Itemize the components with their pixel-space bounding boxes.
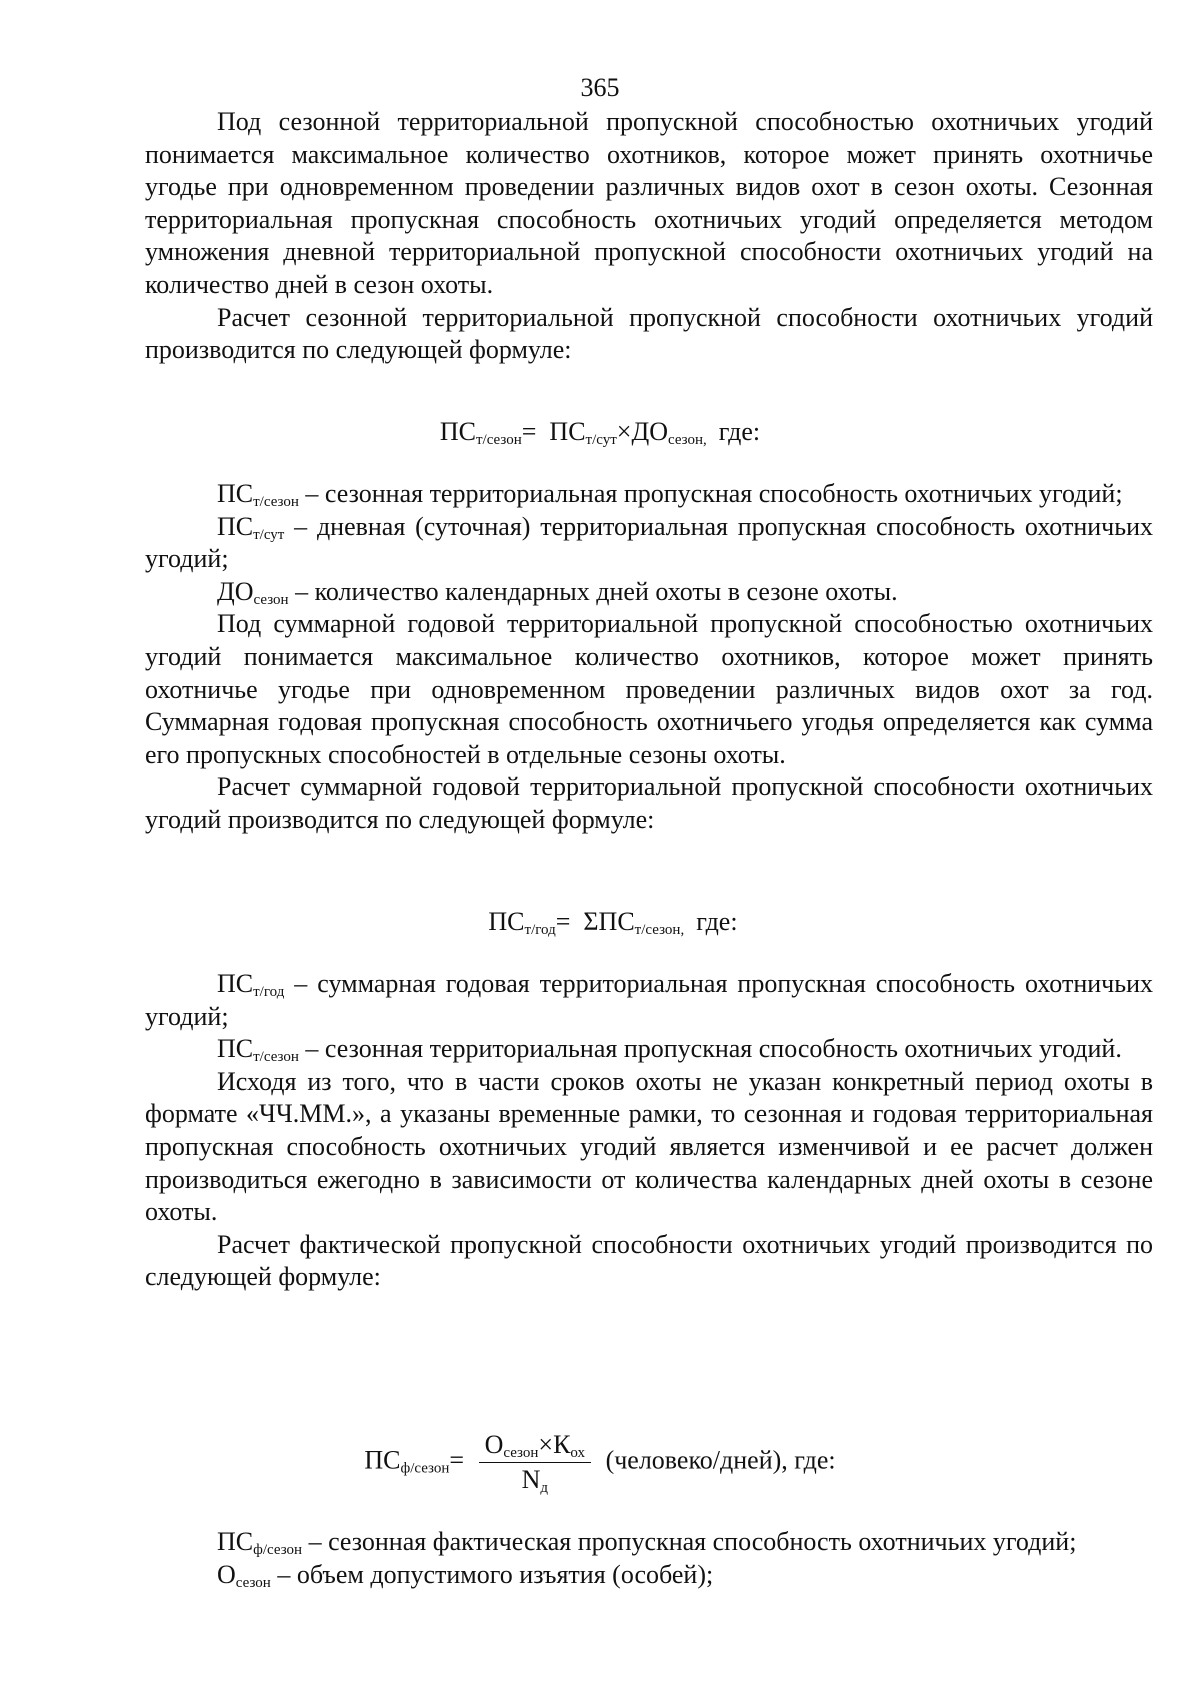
formula-where: где: bbox=[718, 417, 761, 446]
formula-subscript: ф/сезон bbox=[400, 1460, 450, 1477]
definition-symbol: ПС bbox=[217, 1034, 254, 1064]
formula-subscript: ох bbox=[570, 1445, 586, 1461]
formula-unit: (человеко/дней), где: bbox=[605, 1445, 836, 1475]
definition-subscript: т/сезон bbox=[253, 494, 299, 510]
definition-text: – объем допустимого изъятия (особей); bbox=[270, 1559, 714, 1589]
formula-term: ΣПС bbox=[583, 907, 635, 936]
text-block-intro bbox=[145, 106, 1153, 367]
formula-term: ПС bbox=[439, 417, 476, 446]
formula-fraction bbox=[479, 1430, 591, 1495]
definitions-annual bbox=[145, 968, 1153, 1294]
formula-term: ДО bbox=[631, 417, 668, 446]
definition-item bbox=[145, 968, 1153, 1033]
definition-symbol: ПС bbox=[217, 1527, 254, 1556]
definition-symbol: ПС bbox=[217, 969, 254, 998]
paragraph-seasonal-definition: Под сезонной территориальной пропускной способностью охотничьих угодий понимается максимальное количество охотников, которое может принять охотничье угодье при одновременном проведении различных видов охот в сезон охоты. Сезонная территориальная пропускная способность охотничьих угодий определяется методом умножения дневной территориальной пропускной способности охотничьих угодий на количество дней в сезон охоты. bbox=[145, 107, 1153, 299]
formula-term: К bbox=[553, 1430, 571, 1459]
formula-seasonal-capacity bbox=[0, 416, 1200, 448]
formula-operator: × bbox=[616, 417, 632, 446]
definition-symbol: ДО bbox=[217, 576, 254, 606]
formula-subscript: т/сут bbox=[585, 432, 617, 448]
definition-item bbox=[145, 511, 1153, 576]
formula-subscript: сезон bbox=[503, 1445, 539, 1461]
formula-term: N bbox=[521, 1465, 541, 1494]
formula-subscript: т/год bbox=[524, 922, 556, 938]
formula-actual-capacity bbox=[0, 1430, 1200, 1495]
definition-text: – количество календарных дней охоты в сезоне охоты. bbox=[288, 576, 898, 606]
paragraph-variability-note: Исходя из того, что в части сроков охоты не указан конкретный период охоты в формате «ЧЧ.ММ.», а указаны временные рамки, то сезонная и годовая территориальная пропускная способность охотничьих угодий является изменчивой и ее расчет должен производиться ежегодно в зависимости от количества календарных дней охоты в сезоне охоты. bbox=[145, 1066, 1153, 1227]
formula-where: где: bbox=[696, 907, 738, 936]
formula-operator: = bbox=[555, 907, 571, 936]
definition-subscript: ф/сезон bbox=[253, 1542, 303, 1558]
paragraph-annual-definition: Под суммарной годовой территориальной пропускной способностью охотничьих угодий понимается максимальное количество охотников, которое может принять охотничье угодье при одновременном проведении различных видов охот за год. Суммарная годовая пропускная способность охотничьего угодья определяется как сумма его пропускных способностей в отдельные сезоны охоты. bbox=[145, 609, 1153, 769]
definition-subscript: сезон bbox=[253, 591, 289, 608]
definitions-actual bbox=[145, 1526, 1153, 1591]
definition-item bbox=[145, 1559, 1153, 1592]
formula-operator: = bbox=[449, 1445, 465, 1475]
formula-term: О bbox=[484, 1430, 504, 1459]
page-number: 365 bbox=[580, 73, 620, 102]
definition-subscript: сезон bbox=[235, 1574, 271, 1591]
definition-subscript: т/сут bbox=[253, 526, 285, 543]
definition-item bbox=[145, 576, 1153, 609]
formula-term: ПС bbox=[364, 1445, 401, 1475]
definition-item bbox=[145, 1526, 1153, 1559]
paragraph-annual-formula-intro: Расчет суммарной годовой территориальной пропускной способности охотничьих угодий производится по следующей формуле: bbox=[145, 772, 1153, 834]
definition-item bbox=[145, 1033, 1153, 1066]
formula-subscript: т/сезон, bbox=[634, 922, 685, 938]
formula-term: ПС bbox=[488, 907, 525, 936]
formula-term: ПС bbox=[549, 417, 586, 446]
definition-text: – сезонная фактическая пропускная способность охотничьих угодий; bbox=[302, 1527, 1077, 1556]
fraction-numerator bbox=[479, 1430, 591, 1463]
paragraph-seasonal-formula-intro: Расчет сезонной территориальной пропускной способности охотничьих угодий производится по следующей формуле: bbox=[145, 302, 1153, 365]
definition-symbol: О bbox=[217, 1559, 236, 1589]
definition-text: – сезонная территориальная пропускная способность охотничьих угодий; bbox=[298, 479, 1123, 508]
definition-subscript: т/год bbox=[253, 984, 285, 1000]
definition-symbol: ПС bbox=[217, 479, 254, 508]
definition-symbol: ПС bbox=[217, 511, 254, 541]
formula-operator: = bbox=[521, 417, 537, 446]
definitions-seasonal bbox=[145, 478, 1153, 837]
formula-subscript: т/сезон bbox=[475, 432, 522, 448]
fraction-denominator bbox=[479, 1463, 591, 1495]
definition-text: – суммарная годовая территориальная пропускная способность охотничьих угодий; bbox=[145, 969, 1153, 1031]
formula-annual-capacity bbox=[0, 906, 1200, 938]
formula-subscript: сезон, bbox=[667, 432, 707, 448]
formula-subscript: д bbox=[540, 1480, 549, 1496]
formula-operator: × bbox=[538, 1430, 554, 1459]
definition-text: – дневная (суточная) территориальная пропускная способность охотничьих угодий; bbox=[145, 511, 1153, 574]
definition-item bbox=[145, 478, 1153, 511]
definition-text: – сезонная территориальная пропускная способность охотничьих угодий. bbox=[298, 1034, 1122, 1064]
definition-subscript: т/сезон bbox=[253, 1049, 299, 1066]
paragraph-actual-formula-intro: Расчет фактической пропускной способности охотничьих угодий производится по следующей формуле: bbox=[145, 1229, 1153, 1292]
